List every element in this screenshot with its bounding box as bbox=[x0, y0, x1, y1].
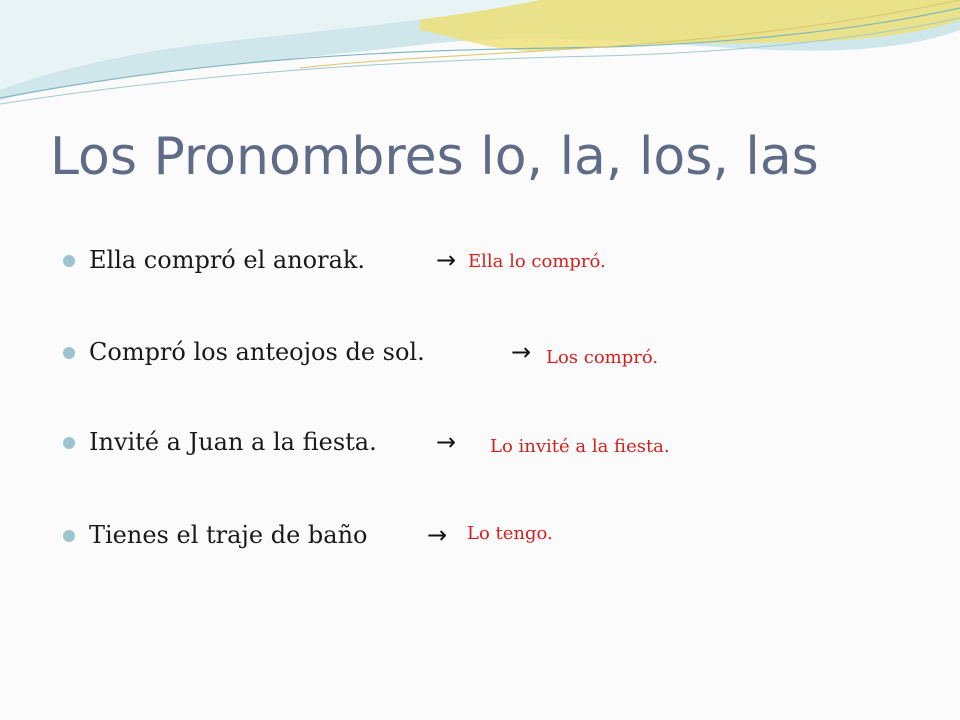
list-item bbox=[0, 333, 960, 373]
answer-text: Lo tengo. bbox=[467, 523, 553, 544]
bullet-dot-icon bbox=[63, 347, 75, 359]
list-item bbox=[0, 516, 960, 556]
bullet-dot-icon bbox=[63, 530, 75, 542]
list-item bbox=[0, 423, 960, 463]
slide-title: Los Pronombres lo, la, los, las bbox=[50, 127, 819, 187]
bullet-dot-icon bbox=[63, 437, 75, 449]
list-item bbox=[0, 241, 960, 281]
answer-text: Ella lo compró. bbox=[468, 251, 606, 272]
arrow-right-icon: → bbox=[511, 338, 532, 366]
arrow-right-icon: → bbox=[436, 428, 457, 456]
sentence-text: Invité a Juan a la fiesta. bbox=[89, 428, 377, 456]
arrow-right-icon: → bbox=[427, 521, 448, 549]
sentence-text: Compró los anteojos de sol. bbox=[89, 338, 425, 366]
answer-text: Los compró. bbox=[546, 347, 659, 368]
bullet-dot-icon bbox=[63, 255, 75, 267]
sentence-text: Ella compró el anorak. bbox=[89, 246, 366, 274]
answer-text: Lo invité a la fiesta. bbox=[490, 436, 670, 457]
arrow-right-icon: → bbox=[436, 246, 457, 274]
sentence-text: Tienes el traje de baño bbox=[89, 521, 368, 549]
